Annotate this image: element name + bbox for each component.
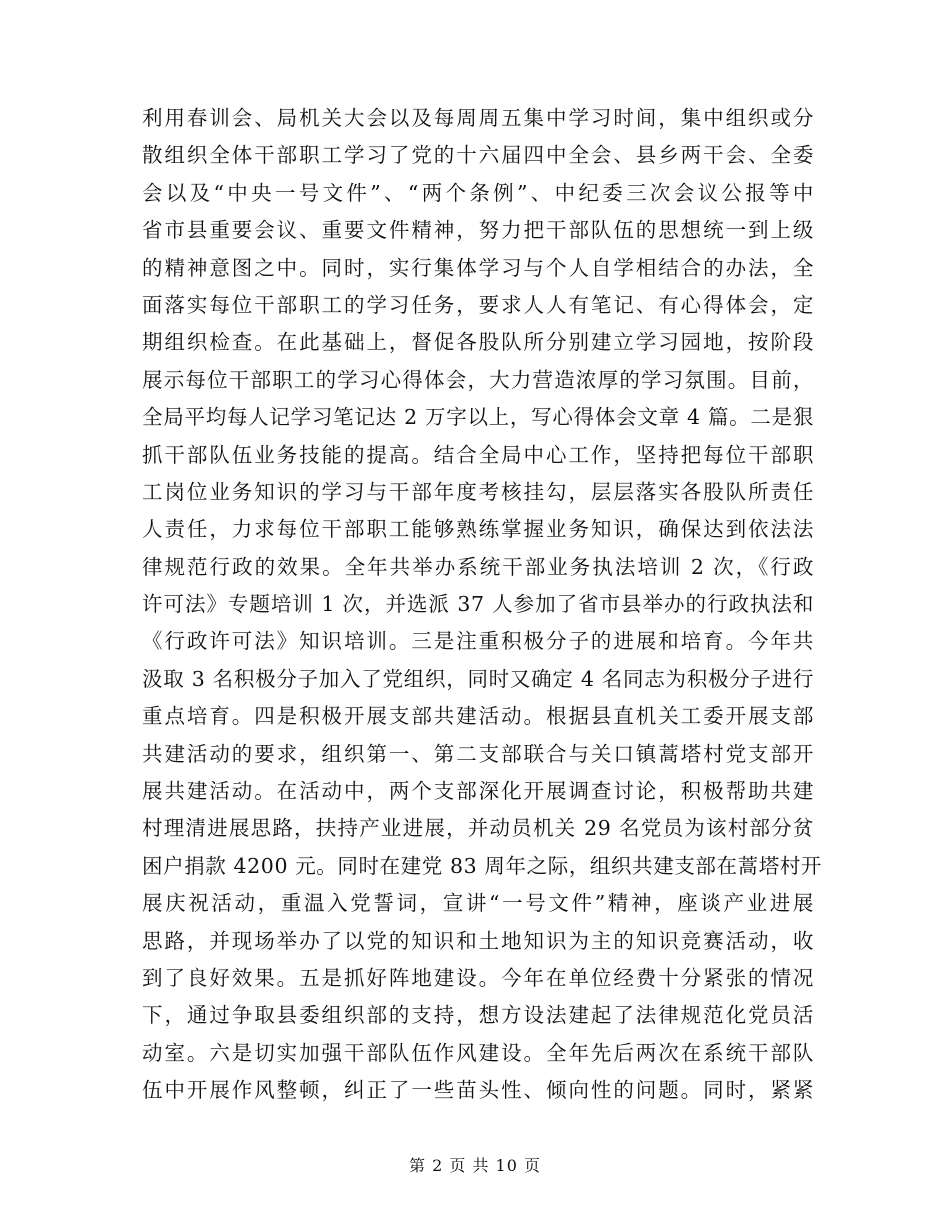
text-line: 省市县重要会议、重要文件精神，努力把干部队伍的思想统一到上级 [142,218,814,243]
text-line: 《行政许可法》知识培训。三是注重积极分子的进展和培育。今年共 [142,629,814,654]
text-line: 展庆祝活动，重温入党誓词，宣讲“一号文件”精神，座谈产业进展 [142,891,814,916]
text-line: 到了良好效果。五是抓好阵地建设。今年在单位经费十分紧张的情况 [142,965,814,990]
text-line: 展示每位干部职工的学习心得体会，大力营造浓厚的学习氛围。目前， [142,367,814,392]
text-line: 工岗位业务知识的学习与干部年度考核挂勾，层层落实各股队所责任 [142,479,814,504]
text-line: 散组织全体干部职工学习了党的十六届四中全会、县乡两干会、全委 [142,143,814,168]
text-line: 许可法》专题培训 1 次，并选派 37 人参加了省市县举办的行政执法和 [142,592,814,617]
text-line: 伍中开展作风整顿，纠正了一些苗头性、倾向性的问题。同时，紧紧 [142,1078,814,1103]
text-line: 困户捐款 4200 元。同时在建党 83 周年之际，组织共建支部在蒿塔村开 [142,853,823,878]
text-line: 抓干部队伍业务技能的提高。结合全局中心工作，坚持把每位干部职 [142,442,814,467]
text-line: 面落实每位干部职工的学习任务，要求人人有笔记、有心得体会，定 [142,292,814,317]
text-line: 展共建活动。在活动中，两个支部深化开展调查讨论，积极帮助共建 [142,779,814,804]
text-line: 共建活动的要求，组织第一、第二支部联合与关口镇蒿塔村党支部开 [142,741,814,766]
text-line: 村理清进展思路，扶持产业进展，并动员机关 29 名党员为该村部分贫 [142,816,814,841]
text-line: 律规范行政的效果。全年共举办系统干部业务执法培训 2 次，《行政 [142,554,814,579]
text-line: 利用春训会、局机关大会以及每周周五集中学习时间，集中组织或分 [142,106,814,130]
body-text [142,100,823,1110]
text-line: 全局平均每人记学习笔记达 2 万字以上，写心得体会文章 4 篇。二是狠 [142,405,814,430]
text-line: 会以及“中央一号文件”、“两个条例”、中纪委三次会议公报等中 [142,180,814,205]
text-line: 动室。六是切实加强干部队伍作风建设。全年先后两次在系统干部队 [142,1040,814,1065]
text-line: 的精神意图之中。同时，实行集体学习与个人自学相结合的办法，全 [142,255,814,280]
text-line: 思路，并现场举办了以党的知识和土地知识为主的知识竞赛活动，收 [142,928,814,953]
text-line: 汲取 3 名积极分子加入了党组织，同时又确定 4 名同志为积极分子进行 [142,666,814,691]
page-number-footer: 第 2 页 共 10 页 [409,1156,541,1175]
text-line: 人责任，力求每位干部职工能够熟练掌握业务知识，确保达到依法法 [142,517,814,542]
text-line: 下，通过争取县委组织部的支持，想方设法建起了法律规范化党员活 [142,1003,814,1028]
text-line: 重点培育。四是积极开展支部共建活动。根据县直机关工委开展支部 [142,704,814,729]
text-line: 期组织检查。在此基础上，督促各股队所分别建立学习园地，按阶段 [142,330,814,355]
